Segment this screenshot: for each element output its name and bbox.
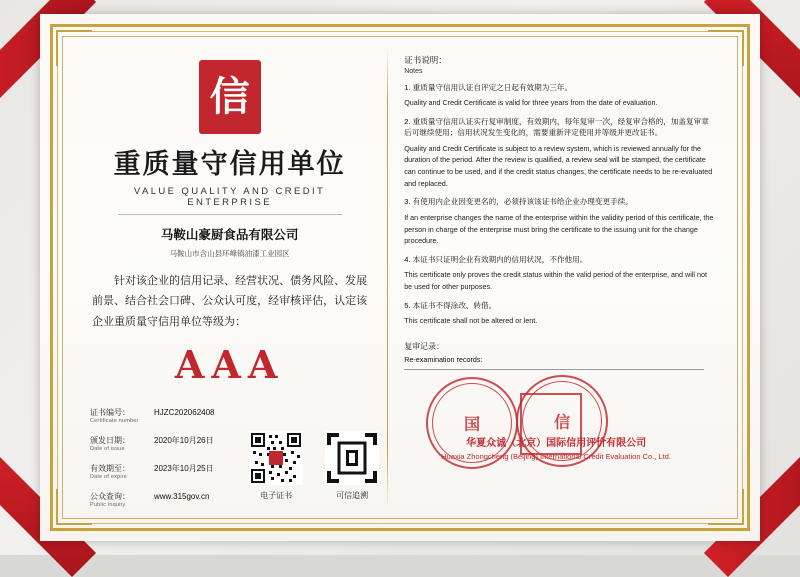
issuer-name-en: Huaxia Zhongcheng (Beijing) International Credit Evaluation Co., Ltd. <box>441 452 671 461</box>
notes-heading <box>404 54 716 75</box>
certificate-paper <box>40 14 760 541</box>
field-label <box>90 463 154 480</box>
note-item-cn: 1. 重质量守信用认证自评定之日起有效期为三年。 <box>404 83 573 92</box>
notes-heading-en: Notes <box>404 68 423 75</box>
qr-code-icon[interactable] <box>249 431 303 485</box>
company-address: 马鞍山市含山县环峰镇油漆工业园区 <box>169 249 290 258</box>
field-label <box>90 491 154 508</box>
field-label <box>90 407 154 424</box>
certificate-body-span: 针对该企业的信用记录、经营状况、债务风险、发展前景、结合社会口碑、公众认可度，经审核评估，认定该企业重质量守信用单位等级为： <box>92 274 368 328</box>
field-label <box>90 435 154 452</box>
seal-left-glyph: 国 <box>464 414 481 434</box>
field-label-en: Public inquiry <box>90 502 126 509</box>
note-item-en: This certificate only proves the credit status within the valid period of the enterprise, and will not be used for other purposes. <box>404 270 708 291</box>
reexamination-label-cn: 复审记录： <box>404 341 445 351</box>
field-label-cn: 公众查询： <box>90 492 130 502</box>
field-certificate-number <box>90 407 373 424</box>
certificate-title-cn: 重质量守信用单位 <box>113 149 346 180</box>
note-item-cn: 4. 本证书只证明企业有效期内的信用状况，不作他用。 <box>404 254 588 264</box>
note-item-cn: 3. 有使用内企业因变更名的，必须持该该证书给企业办理变更手续。 <box>404 197 633 207</box>
note-item-en: This certificate shall not be altered or lent. <box>404 315 538 325</box>
code-group <box>249 431 379 501</box>
field-value: 2023年10月25日 <box>154 464 214 474</box>
company-name: 马鞍山豪厨食品有限公司 <box>160 227 299 242</box>
seal-group <box>398 377 714 467</box>
certificate-right-panel <box>388 48 720 507</box>
certificate-body-text <box>86 271 373 332</box>
reexamination-line <box>404 368 703 370</box>
note-item-cn: 5. 本证书不得涂改、转借。 <box>404 300 497 310</box>
note-item-en: If an enterprise changes the name of the enterprise within the validity period of this certificate, the person in charge of the enterprise must bring the certificate to the issuing unit for the change procedure. <box>404 212 714 246</box>
note-item-cn: 2. 重质量守信用认证实行复审制度，有效期内，每年复审一次，经复审合格的，加盖复审章后可继续使用；信用状况发生变化的，需要重新评定使用并等级并更改证书。 <box>404 117 709 138</box>
credit-grade: AAA <box>174 342 285 388</box>
code-caption: 可信追溯 <box>336 491 369 500</box>
field-label-cn: 有效期至： <box>90 464 130 474</box>
field-label-cn: 颁发日期： <box>90 436 130 446</box>
traceability-code[interactable] <box>325 431 379 501</box>
certificate-title-en: VALUE QUALITY AND CREDIT ENTERPRISE <box>118 186 342 215</box>
notes-heading-cn: 证书说明： <box>404 55 447 65</box>
field-value: 2020年10月26日 <box>154 436 214 446</box>
trust-seal-logo-icon <box>199 60 261 134</box>
certificate-content <box>80 48 720 507</box>
electronic-certificate-code[interactable] <box>249 431 303 501</box>
note-item-en: Quality and Credit Certificate is valid for three years from the date of evaluation. <box>404 98 658 108</box>
field-label-cn: 证书编号： <box>90 408 130 418</box>
field-label-en: Date of expire <box>90 474 128 481</box>
reexamination-label-en: Re-examination records: <box>404 354 483 364</box>
seal-logo-glyph: 信 <box>209 73 250 120</box>
certificate-left-panel <box>80 48 387 507</box>
field-label-en: Date of issue <box>90 446 125 453</box>
reexamination-records <box>404 341 716 370</box>
seal-right-glyph: 信 <box>554 412 571 432</box>
note-item-en: Quality and Credit Certificate is subject to a review system, which is reviewed annually for the duration of the period. After the review is qualified, a review seal will be stamped, the certificate can continue to be used, and if the credit status changes, the certificate needs to be re-evaluated and replaced. <box>404 143 713 188</box>
field-value: www.315gov.cn <box>154 492 210 502</box>
issuer-name-cn: 华夏众诚（北京）国际信用评价有限公司 <box>466 438 647 449</box>
field-value: HJZC202062408 <box>154 408 215 418</box>
code-caption: 电子证书 <box>260 491 293 500</box>
traceability-code-icon[interactable] <box>325 431 379 485</box>
field-label-en: Certificate number <box>90 418 139 425</box>
